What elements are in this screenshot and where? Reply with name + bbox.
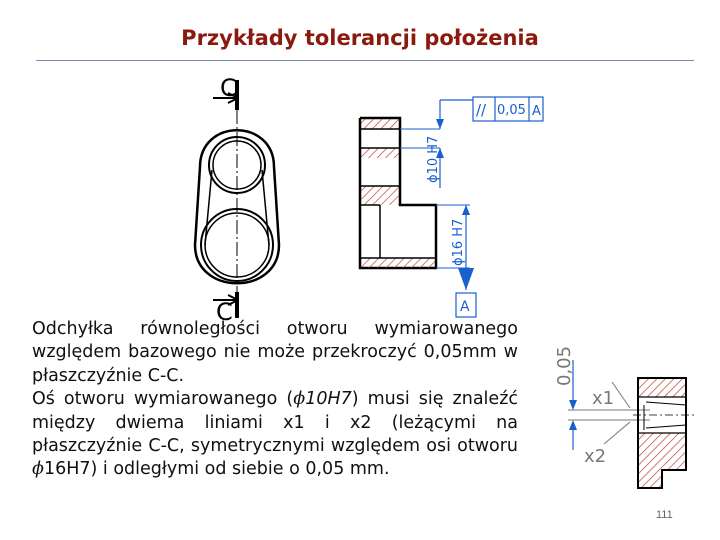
phi-symbol-2: ϕ: [32, 459, 44, 480]
datum-label: A: [460, 299, 470, 315]
link-part-drawing: [195, 74, 279, 326]
zone-width-text: 0,05: [554, 345, 575, 386]
dim-upper-text: ϕ10 H7: [426, 135, 441, 183]
page-number: 111: [656, 509, 673, 521]
phi-symbol: ϕ: [293, 389, 306, 410]
line-x2-label: x2: [584, 446, 607, 467]
section-label-bottom: C: [216, 298, 233, 326]
description-paragraph-2: Oś otworu wymiarowanego (ϕ10H7) musi się znaleźć między dwiema liniami x1 i x2 (leżącymi na płaszczyźnie C-C, symetrycznymi względem osi otworu ϕ16H7) i odległymi od siebie o 0,05 mm.: [32, 389, 518, 480]
line-x1-label: x1: [592, 388, 615, 409]
section-label-top: C: [220, 74, 237, 102]
parallelism-symbol: //: [476, 101, 487, 119]
slide-title: Przykłady tolerancji położenia: [181, 26, 539, 50]
description-paragraph-1: Odchyłka równoległości otworu wymiarowanego względem bazowego nie może przekroczyć 0,05mm w płaszczyźnie C-C.: [32, 319, 518, 386]
description-text: [32, 318, 518, 482]
tolerance-datum: A: [532, 104, 541, 119]
tolerance-zone-drawing: [554, 346, 694, 488]
dim-lower-text: ϕ16 H7: [451, 218, 466, 266]
section-view-drawing: [360, 97, 543, 317]
tolerance-value: 0,05: [497, 103, 526, 118]
